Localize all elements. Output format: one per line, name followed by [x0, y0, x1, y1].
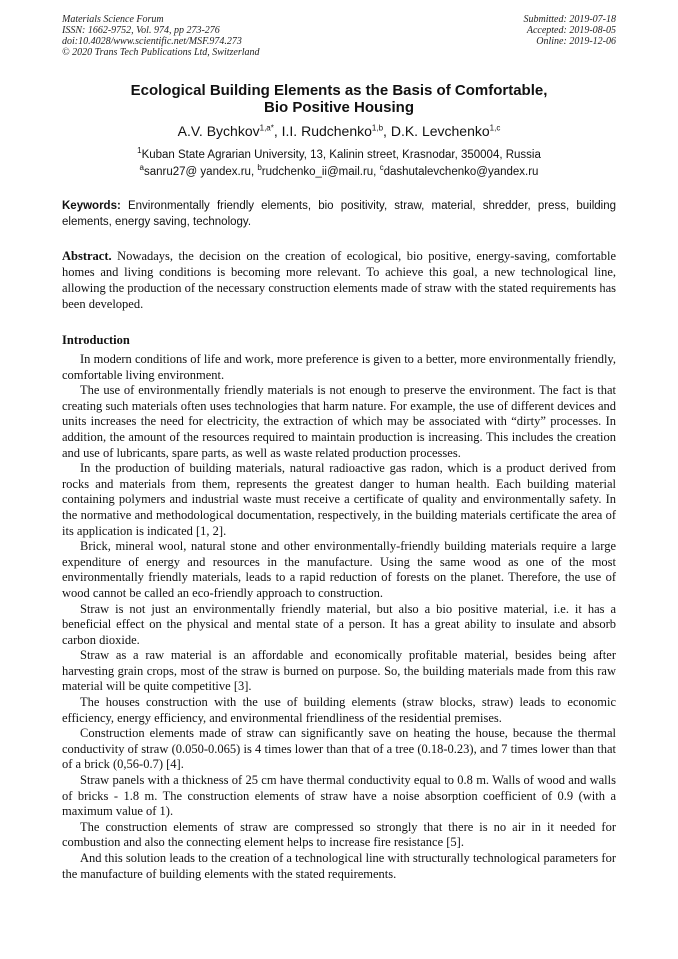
body-paragraph: In the production of building materials, natural radioactive gas radon, which is a product derived from rocks and materials from them, represents the greatest danger to human health. Each building material containing polymers and industrial waste must receive a certificate of quality and environmentally safety. In the normative and methodological documentation, respectively, in the building materials certificate the area of its application is indicated [1, 2]. [62, 461, 616, 538]
title-line-2: Bio Positive Housing [263, 99, 414, 116]
journal-doi: doi:10.4028/www.scientific.net/MSF.974.273 [62, 36, 242, 47]
affiliation-sup: 1 [137, 146, 142, 156]
author-name: I.I. Rudchenko [281, 123, 372, 139]
body-paragraph: The construction elements of straw are compressed so strongly that there is no air in it needed for combustion and also the connecting element helps to increase fire resistance [5]. [62, 819, 616, 850]
body-paragraph: Brick, mineral wool, natural stone and other environmentally-friendly building materials require a large expenditure of energy and resources in the manufacture. Using the same wood as one of the most environmentally friendly materials, leads to a rapid reduction of forests on the planet. Therefore, the use of wood cannot be called an eco-friendly approach to construction. [62, 539, 616, 600]
body-paragraph: And this solution leads to the creation of a technological line with structurally technological parameters for the manufacture of building elements with the stated requirements. [62, 851, 616, 881]
journal-name: Materials Science Forum [62, 14, 164, 25]
author-list: A.V. Bychkov$^{1,a*}$, I.I. Rudchenko$^{1,b}$, D.K. Levchenko$^{1,c}$ [177, 123, 501, 139]
affiliation-text: Kuban State Agrarian University, 13, Kalinin street, Krasnodar, 350004, Russia [141, 149, 541, 161]
body-paragraph: In modern conditions of life and work, more preference is given to a better, more environmentally friendly, comfortable living environment. [62, 352, 616, 382]
author-name: D.K. Levchenko [390, 123, 490, 139]
online-date: Online: 2019-12-06 [536, 36, 616, 47]
email-link[interactable]: rudchenko_ii@mail.ru [261, 166, 374, 178]
keywords [62, 198, 616, 230]
author-name: A.V. Bychkov [177, 123, 260, 139]
body-paragraph: The use of environmentally friendly materials is not enough to preserve the environment. The fact is that creating such materials often uses technologies that harm nature. For example, the use of different devices and units increases the need for electricity, the extraction of which may be associated with “dirty” processes. In addition, the amount of the resources required to maintain production is increasing. This includes the creation and use of lubricants, spare parts, as well as waste related production processes. [62, 383, 616, 460]
abstract-text: Nowadays, the decision on the creation of ecological, bio positive, energy-saving, comfortable homes and living conditions is becoming more relevant. To achieve this goal, a new technological line, allowing the production of the necessary construction elements made of straw with the stated requirements has been developed. [62, 249, 617, 311]
body-paragraph: Straw as a raw material is an affordable and economically profitable material, besides being after harvesting grain crops, most of the straw is burned on purpose. So, the building materials made from this raw material will be quite competitive [3]. [62, 648, 616, 694]
submission-dates [524, 14, 617, 47]
section-heading-introduction: Introduction [62, 333, 130, 347]
author-sup: 1,b [371, 123, 384, 133]
affiliation [62, 147, 616, 163]
accepted-date: Accepted: 2019-08-05 [526, 25, 616, 36]
keywords-text: Environmentally friendly elements, bio positivity, straw, material, shredder, press, building elements, energy saving, technology. [62, 200, 616, 228]
journal-info [62, 14, 260, 58]
submitted-date: Submitted: 2019-07-18 [523, 14, 616, 25]
journal-copyright: © 2020 Trans Tech Publications Ltd, Switzerland [62, 47, 260, 58]
introduction-body [62, 352, 616, 882]
author-sup: 1,c [489, 123, 501, 133]
journal-issn: ISSN: 1662-9752, Vol. 974, pp 273-276 [62, 25, 220, 36]
email-sup: b [257, 163, 262, 173]
author-emails: $^a$sanru27@ yandex.ru, $^b$rudchenko_ii@mail.ru, $^c$dashutalevchenko@yandex.ru [139, 163, 539, 178]
abstract-label: Abstract. [62, 249, 112, 263]
paper-title [62, 82, 616, 116]
body-paragraph: Construction elements made of straw can significantly save on heating the house, because the thermal conductivity of straw (0.050-0.065) is 4 times lower than that of a tree (0.18-0.23), and 7 times lower than that of a brick (0,56-0.7) [4]. [62, 726, 616, 772]
author-sup: 1,a* [259, 123, 274, 133]
abstract [62, 248, 616, 312]
title-line-1: Ecological Building Elements as the Basis of Comfortable, [130, 82, 548, 99]
email-sup: c [379, 163, 384, 173]
email-link[interactable]: sanru27@ yandex.ru [144, 166, 251, 178]
body-paragraph: Straw is not just an environmentally friendly material, but also a bio positive material, i.e. it has a beneficial effect on the physical and mental state of a person. It has a great ability to insulate and absorb carbon dioxide. [62, 601, 616, 647]
email-link[interactable]: dashutalevchenko@yandex.ru [383, 166, 539, 178]
body-paragraph: Straw panels with a thickness of 25 cm have thermal conductivity equal to 0.8 m. Walls of wood and walls of bricks - 1.8 m. The construction elements of straw have a noise absorption coefficient of 0.9 (with a maximum value of 1). [62, 773, 616, 819]
email-sup: a [139, 163, 144, 173]
keywords-label: Keywords: [62, 200, 121, 212]
body-paragraph: The houses construction with the use of building elements (straw blocks, straw) leads to economic efficiency, energy efficiency, and environmental friendliness of the residential premises. [62, 695, 616, 725]
